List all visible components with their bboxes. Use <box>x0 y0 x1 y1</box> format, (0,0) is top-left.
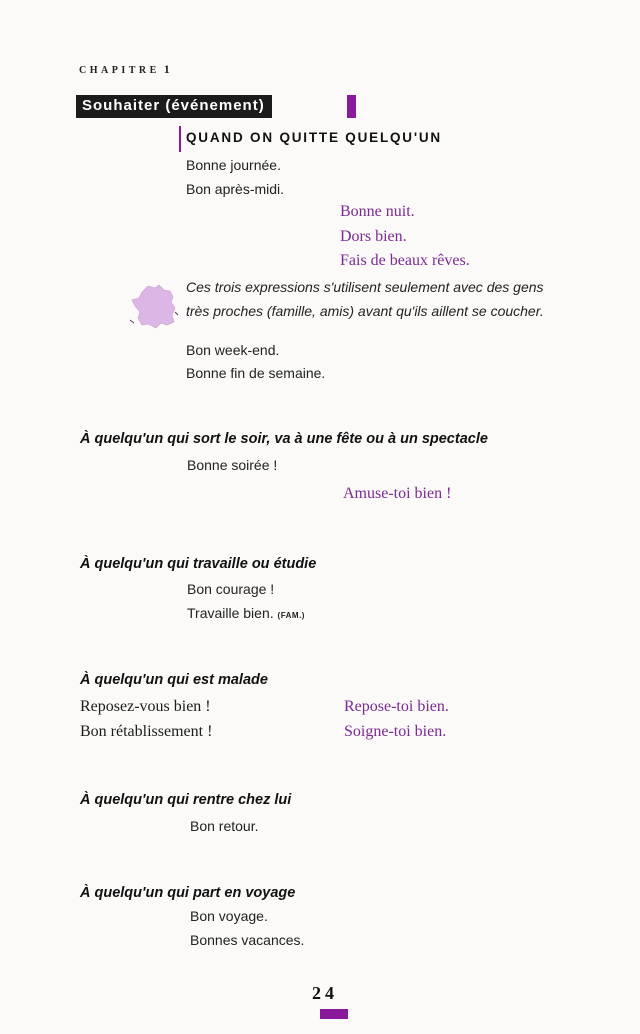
page-number: 24 <box>312 983 338 1003</box>
section-heading: QUAND ON QUITTE QUELQU'UN <box>186 130 442 145</box>
chapter-label: CHAPITRE 1 <box>79 62 170 76</box>
expression-line: Dors bien. <box>340 228 407 245</box>
expression-line: Bon voyage. <box>190 908 268 924</box>
familiar-register-tag: (FAM.) <box>277 611 305 620</box>
subsection-heading: À quelqu'un qui est malade <box>80 672 268 688</box>
section-accent-line <box>179 126 181 152</box>
expression-line: Bonne nuit. <box>340 203 415 220</box>
chapter-number: 1 <box>163 62 170 76</box>
expression-line: Bonnes vacances. <box>190 932 305 948</box>
france-map-icon <box>128 282 180 335</box>
subsection-heading: À quelqu'un qui part en voyage <box>80 885 296 901</box>
subsection-heading: À quelqu'un qui travaille ou étudie <box>80 556 317 572</box>
expression-line: Bon courage ! <box>187 581 275 597</box>
expression-line: Travaille bien. (FAM.) <box>187 605 305 621</box>
page-title: Souhaiter (événement) <box>76 95 272 118</box>
usage-note: très proches (famille, amis) avant qu'ils aillent se coucher. <box>186 303 544 319</box>
subsection-heading: À quelqu'un qui sort le soir, va à une fête ou à un spectacle <box>80 431 488 447</box>
expression-line: Bonne fin de semaine. <box>186 365 326 381</box>
expression-line: Bon retour. <box>190 818 259 834</box>
expression-line: Amuse-toi bien ! <box>343 485 452 502</box>
expression-line: Fais de beaux rêves. <box>340 252 470 269</box>
expression-line: Bon après-midi. <box>186 181 285 197</box>
title-accent-bar <box>347 95 356 118</box>
expression-line: Bon rétablissement ! <box>80 723 213 740</box>
expression-line: Repose-toi bien. <box>344 698 449 715</box>
expression-line: Soigne-toi bien. <box>344 723 447 740</box>
subsection-heading: À quelqu'un qui rentre chez lui <box>80 792 292 808</box>
expression-line: Bon week-end. <box>186 342 280 358</box>
expression-line: Bonne journée. <box>186 157 281 173</box>
expression-line: Bonne soirée ! <box>187 457 278 473</box>
expression-line: Reposez-vous bien ! <box>80 698 211 715</box>
page-number-accent-bar <box>320 1009 348 1019</box>
usage-note: Ces trois expressions s'utilisent seulement avec des gens <box>186 279 544 295</box>
